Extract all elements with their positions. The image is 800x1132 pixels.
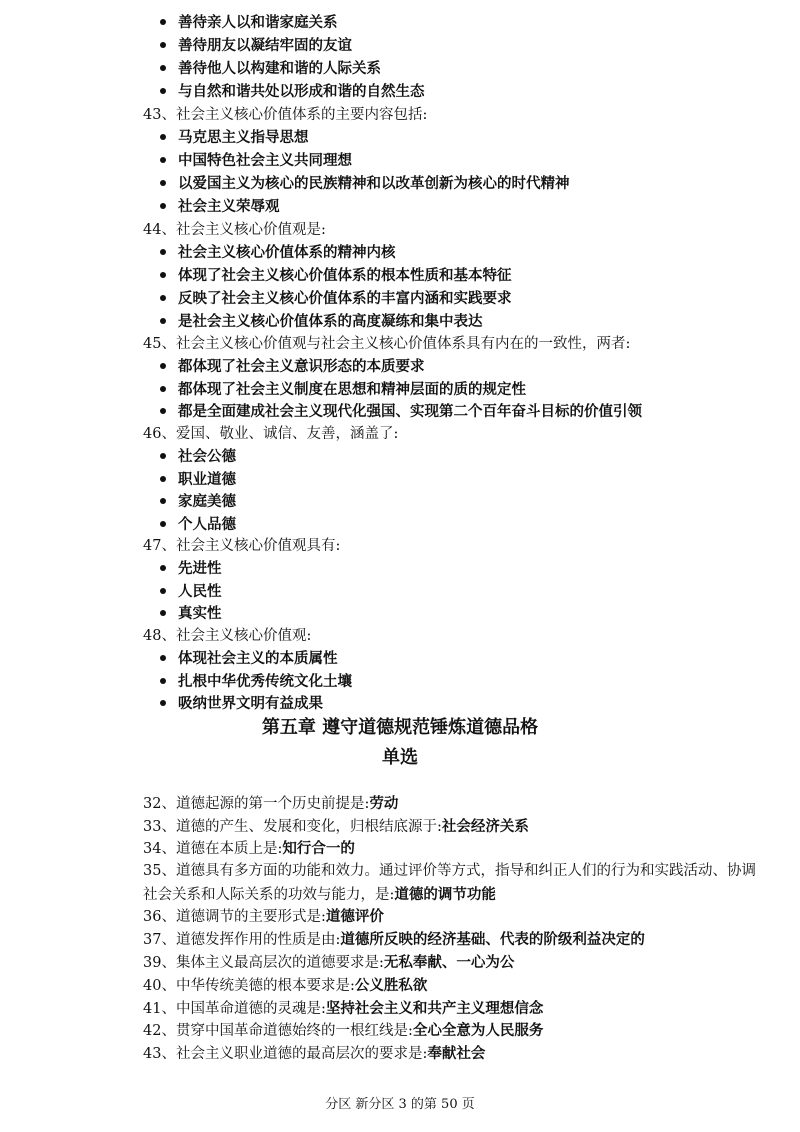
- bullet-dot-icon: [160, 588, 166, 594]
- bullet-item: 扎根中华优秀传统文化土壤: [160, 671, 352, 693]
- answer-line: 32、道德起源的第一个历史前提是:劳动: [143, 795, 399, 812]
- bullet-item: 社会主义荣辱观: [160, 196, 280, 218]
- bullet-item: 真实性: [160, 603, 222, 625]
- answer-line: 43、社会主义职业道德的最高层次的要求是:奉献社会: [143, 1045, 486, 1062]
- bullet-item: 善待亲人以和谐家庭关系: [160, 12, 338, 34]
- bullet-item: 以爱国主义为核心的民族精神和以改革创新为核心的时代精神: [160, 173, 570, 195]
- bullet-dot-icon: [160, 42, 166, 48]
- question-text: 48、社会主义核心价值观:: [143, 628, 312, 644]
- question-text: 45、社会主义核心价值观与社会主义核心价值体系具有内在的一致性，两者:: [143, 336, 631, 352]
- bullet-dot-icon: [160, 386, 166, 392]
- bullet-item: 中国特色社会主义共同理想: [160, 150, 352, 172]
- bullet-dot-icon: [160, 249, 166, 255]
- bullet-dot-icon: [160, 180, 166, 186]
- question-text: 46、爱国、敬业、诚信、友善，涵盖了:: [143, 426, 399, 442]
- answer-line: 35、道德具有多方面的功能和效力。通过评价等方式，指导和纠正人们的行为和实践活动、协调社会关系和人际关系的功效与能力，是:道德的调节功能: [143, 863, 756, 903]
- bullet-dot-icon: [160, 408, 166, 414]
- section-title: 单选: [382, 747, 418, 768]
- bullet-dot-icon: [160, 318, 166, 324]
- bullet-dot-icon: [160, 610, 166, 616]
- bullet-dot-icon: [160, 88, 166, 94]
- page-footer: 分区 新分区 3 的第 50 页: [325, 1097, 475, 1112]
- answer-line: 33、道德的产生、发展和变化，归根结底源于:社会经济关系: [143, 818, 529, 835]
- bullet-item: 先进性: [160, 558, 222, 580]
- answer-line: 36、道德调节的主要形式是:道德评价: [143, 908, 384, 925]
- bullet-item: 与自然和谐共处以形成和谐的自然生态: [160, 81, 425, 103]
- bullet-item: 社会主义核心价值体系的精神内核: [160, 242, 396, 264]
- bullet-dot-icon: [160, 655, 166, 661]
- bullet-item: 家庭美德: [160, 491, 236, 513]
- bullet-dot-icon: [160, 521, 166, 527]
- bullet-item: 都体现了社会主义意识形态的本质要求: [160, 356, 425, 378]
- bullet-dot-icon: [160, 700, 166, 706]
- answer-line: 41、中国革命道德的灵魂是:坚持社会主义和共产主义理想信念: [143, 1000, 544, 1017]
- bullet-dot-icon: [160, 565, 166, 571]
- question-text: 47、社会主义核心价值观具有:: [143, 538, 341, 554]
- bullet-dot-icon: [160, 476, 166, 482]
- bullet-item: 个人品德: [160, 514, 236, 536]
- bullet-item: 人民性: [160, 581, 222, 603]
- bullet-item: 社会公德: [160, 446, 236, 468]
- answer-line: 40、中华传统美德的根本要求是:公义胜私欲: [143, 977, 428, 994]
- answer-line: 37、道德发挥作用的性质是由:道德所反映的经济基础、代表的阶级利益决定的: [143, 931, 645, 948]
- bullet-dot-icon: [160, 272, 166, 278]
- bullet-item: 都体现了社会主义制度在思想和精神层面的质的规定性: [160, 379, 526, 401]
- bullet-item: 善待他人以构建和谐的人际关系: [160, 58, 381, 80]
- bullet-dot-icon: [160, 453, 166, 459]
- bullet-item: 反映了社会主义核心价值体系的丰富内涵和实践要求: [160, 288, 512, 310]
- bullet-dot-icon: [160, 19, 166, 25]
- answer-line: 39、集体主义最高层次的道德要求是:无私奉献、一心为公: [143, 954, 515, 971]
- bullet-item: 职业道德: [160, 469, 236, 491]
- bullet-item: 马克思主义指导思想: [160, 127, 309, 149]
- bullet-item: 善待朋友以凝结牢固的友谊: [160, 35, 352, 57]
- bullet-dot-icon: [160, 363, 166, 369]
- bullet-item: 体现了社会主义核心价值体系的根本性质和基本特征: [160, 265, 512, 287]
- question-text: 44、社会主义核心价值观是:: [143, 222, 326, 238]
- bullet-item: 吸纳世界文明有益成果: [160, 693, 323, 715]
- answer-line: 42、贯穿中国革命道德始终的一根红线是:全心全意为人民服务: [143, 1022, 544, 1039]
- bullet-dot-icon: [160, 498, 166, 504]
- bullet-dot-icon: [160, 65, 166, 71]
- question-text: 43、社会主义核心价值体系的主要内容包括:: [143, 107, 428, 123]
- bullet-item: 都是全面建成社会主义现代化强国、实现第二个百年奋斗目标的价值引领: [160, 401, 642, 423]
- answer-line: 34、道德在本质上是:知行合一的: [143, 840, 355, 857]
- bullet-dot-icon: [160, 203, 166, 209]
- bullet-dot-icon: [160, 678, 166, 684]
- bullet-dot-icon: [160, 134, 166, 140]
- bullet-item: 体现社会主义的本质属性: [160, 648, 338, 670]
- bullet-dot-icon: [160, 295, 166, 301]
- chapter-title: 第五章 遵守道德规范锤炼道德品格: [261, 717, 539, 738]
- bullet-dot-icon: [160, 157, 166, 163]
- bullet-item: 是社会主义核心价值体系的高度凝练和集中表达: [160, 311, 483, 333]
